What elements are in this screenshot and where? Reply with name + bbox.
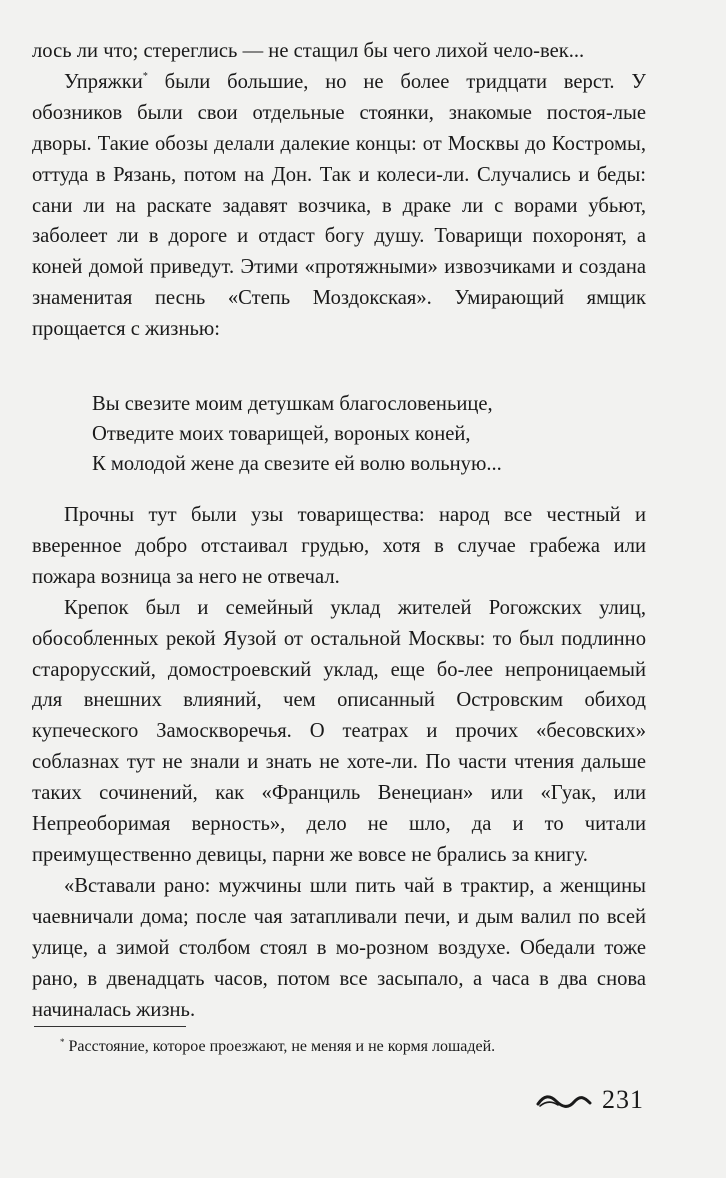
verse-line: Отведите моих товарищей, вороных коней, [92,423,471,445]
verse-line: Вы свезите моим детушкам благословеньице, [92,393,493,415]
paragraph-fellowship: Прочны тут были узы товарищества: народ все честный и вверенное добро отстаивал грудью, хотя в случае грабежа или пожара возница за него не отвечал. [32,504,646,588]
footnote-mark: * [60,1037,65,1047]
verse-line: К молодой жене да свезите ей волю вольную... [92,453,502,475]
paragraph-daily-routine: «Вставали рано: мужчины шли пить чай в трактир, а женщины чаевничали дома; после чая затапливали печи, и дым валил по всей улице, а зимой столбом стоял в мо-розном воздухе. Обедали тоже рано, в двенадцать часов, потом все засыпало, а часа в два снова начиналась жизнь. [32,874,646,1021]
footnote-divider [34,1026,186,1027]
footnote-anchor-word: Упряжки [64,70,143,93]
paragraph-coachmen-body: были большие, но не более тридцати верст. У обозников были свои отдельные стоянки, знакомые постоя-лые дворы. Такие обозы делали далекие концы: от Москвы до Костромы, оттуда в Рязань, потом на Дон. Так и колеси-ли. Случались и беды: сани ли на раскате задавят возчика, в драке ли с ворами убьют, заболеет ли в дороге и отдаст богу душу. Товарищи похоронят, а коней домой приведут. Этими «протяжными» извозчиками и создана знаменитая песнь «Степь Моздокская». Умирающий ямщик прощается с жизнью: [32,70,646,341]
footnote-reference-mark[interactable]: * [142,70,148,82]
page-folio [536,1083,656,1123]
page-number: 231 [602,1085,644,1114]
paragraph-continuation: лось ли что; стереглись — не стащил бы чего лихой чело-век... [32,40,585,62]
text-block-top [32,36,646,345]
song-quotation [92,389,652,479]
footnote [60,1036,660,1058]
text-block-bottom [32,500,646,1025]
swash-ornament-icon [536,1093,592,1111]
footnote-text: Расстояние, которое проезжают, не меняя и не кормя лошадей. [64,1038,496,1055]
paragraph-coachmen [32,67,646,345]
paragraph-family-customs: Крепок был и семейный уклад жителей Рогожских улиц, обособленных рекой Яузой от остальной Москвы: то был подлинно старорусский, домостроевский уклад, еще бо-лее непроницаемый для внешних влияний, чем описанный Островским обиход купеческого Замоскворечья. О театрах и прочих «бесовских» соблазнах тут не знали и знать не хоте-ли. По части чтения дальше таких сочинений, как «Франциль Венециан» или «Гуак, или Непреоборимая верность», дело не шло, да и то читали преимущественно девицы, парни же вовсе не брались за книгу. [32,596,646,866]
